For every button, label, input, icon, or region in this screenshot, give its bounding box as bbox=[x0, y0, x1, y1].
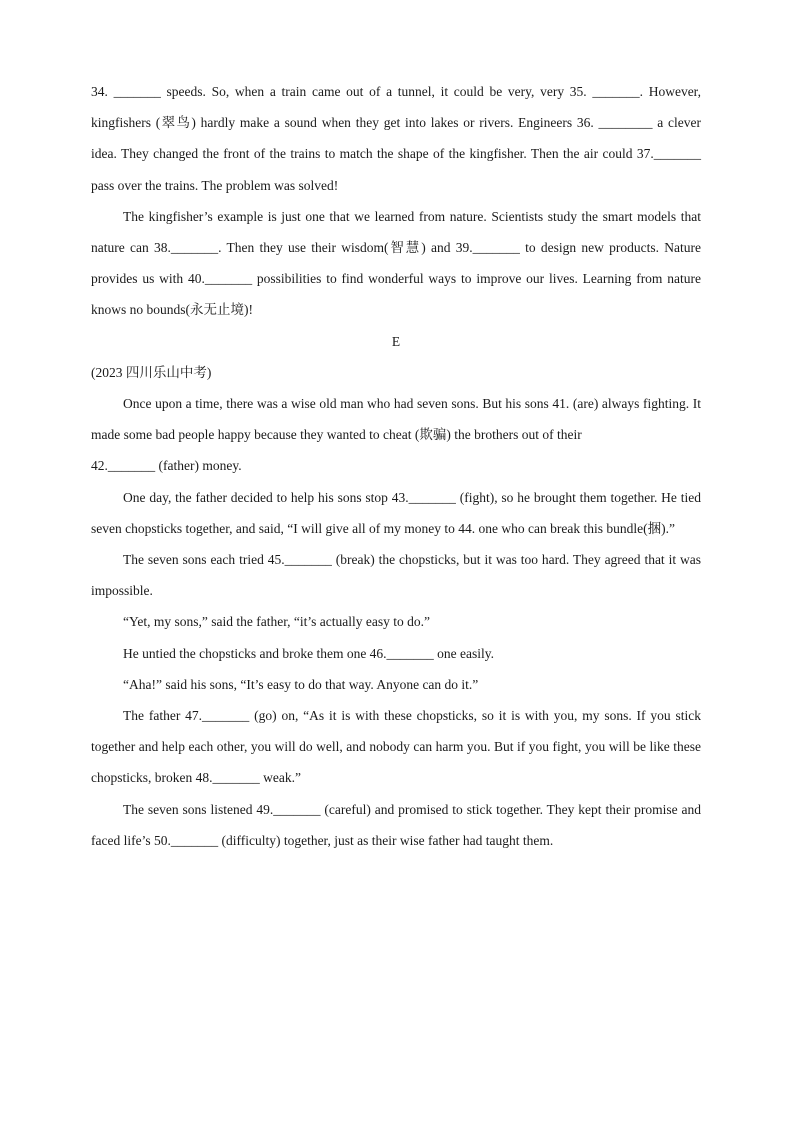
passage-e-paragraph-7: The father 47._______ (go) on, “As it is with these chopsticks, so it is with you, my sons. If you stick together and help each other, you will do well, and nobody can harm you. But if you fight, you will be like these chopsticks, broken 48._______ weak.” bbox=[91, 708, 701, 786]
passage-e-paragraph-3: The seven sons each tried 45._______ (break) the chopsticks, but it was too hard. They agreed that it was impossible. bbox=[91, 552, 701, 599]
passage-e-paragraph-4: “Yet, my sons,” said the father, “it’s actually easy to do.” bbox=[123, 614, 431, 630]
passage-e-paragraph-1-continued: 42._______ (father) money. bbox=[91, 458, 242, 474]
passage-d-paragraph-1 bbox=[91, 76, 701, 201]
document-page bbox=[91, 76, 701, 856]
line: 36. ________ a clever idea. They changed the front of the trains to match the shape of the bbox=[91, 115, 701, 162]
passage-e-paragraph-1: Once upon a time, there was a wise old man who had seven sons. But his sons 41. (are) always fighting. It made some bad people happy because they wanted to cheat (欺骗) the brothers out of their bbox=[91, 396, 701, 443]
passage-d-paragraph-2: The kingfisher’s example is just one that we learned from nature. Scientists study the smart models that nature can 38._______. Then they use their wisdom(智慧) and 39._______ to design new products. Nature provides us with 40._______ possibilities to find wonderful ways to improve our lives. Learning from nature knows no bounds(永无止境)! bbox=[91, 208, 701, 318]
source-label: (2023 四川乐山中考) bbox=[91, 364, 212, 380]
passage-e-paragraph-6: “Aha!” said his sons, “It’s easy to do that way. Anyone can do it.” bbox=[123, 676, 479, 692]
passage-e-paragraph-5: He untied the chopsticks and broke them one 46._______ one easily. bbox=[123, 645, 495, 661]
passage-e-paragraph-2: One day, the father decided to help his sons stop 43._______ (fight), so he brought them together. He tied seven chopsticks together, and said, “I will give all of my money to 44. one who can break this bundle(捆).” bbox=[91, 489, 701, 536]
line: However, kingfishers (翠鸟) hardly make a sound when they get into lakes or rivers. Engineers bbox=[91, 84, 702, 131]
line: 34. _______ speeds. So, when a train came out of a tunnel, it could be very, very 35. _______. bbox=[91, 84, 643, 99]
line: kingfisher. Then the air could 37._______ pass over the trains. The problem was solved! bbox=[91, 146, 701, 193]
passage-e-paragraph-8: The seven sons listened 49._______ (careful) and promised to stick together. They kept their promise and faced life’s 50._______ (difficulty) together, just as their wise father had taught them. bbox=[91, 801, 701, 848]
section-title: E bbox=[391, 333, 401, 349]
